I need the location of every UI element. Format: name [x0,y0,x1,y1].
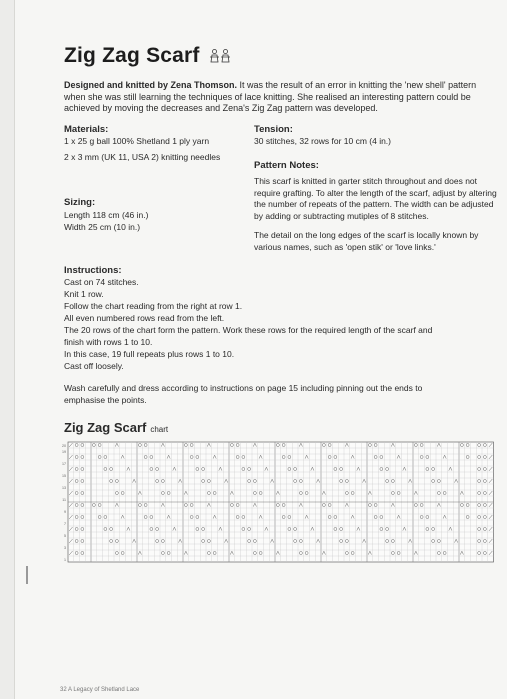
document-page [16,0,507,699]
instruction-line-8: Cast off loosely. [64,361,124,371]
chart-row-number: 11 [62,497,66,502]
pattern-notes-heading: Pattern Notes: [254,160,319,171]
intro-text: It was the result of an error in knitting the 'new shell' pattern when she was still learning the techniques of lace knitting. She realised an interesting pattern could be achieved by moving the decreases and Zena's Zig Zag pattern was developed. [64,80,477,113]
pattern-notes-p2: The detail on the long edges of the scarf is locally known by various names, such as 'open stik' or 'love links.' [254,230,479,252]
chart-row-number: 15 [62,473,66,478]
instruction-line-6: finish with rows 1 to 10. [64,337,153,347]
instruction-line-4: All even numbered rows read from the left. [64,313,225,323]
knitter-icons [210,49,230,63]
wash-line-2: emphasise the points. [64,395,147,405]
page-edge [0,0,15,699]
chart-row-number: 19 [62,449,66,454]
materials-line-2: 2 x 3 mm (UK 11, USA 2) knitting needles [64,152,221,162]
chart-title-row [64,420,168,435]
instruction-line-1: Cast on 74 stitches. [64,277,139,287]
chart-subtitle: chart [150,425,169,434]
instruction-line-2: Knit 1 row. [64,289,104,299]
designer-credit: Designed and knitted by Zena Thomson. [64,80,238,90]
sizing-heading: Sizing: [64,197,96,208]
wash-line-1: Wash carefully and dress according to instructions on page 15 including pinning out the ends to [64,383,423,393]
chart-row-number: 1 [64,557,66,562]
knitter-figure-icon [221,49,230,63]
chart-row-number: 17 [62,461,66,466]
chart-row-number: 13 [62,485,66,490]
tension-heading: Tension: [254,124,293,135]
chart-row-number: 20 [62,443,66,448]
knitting-chart-grid [56,438,496,564]
chart-row-number: 9 [64,509,66,514]
page-title: Zig Zag Scarf [64,44,200,67]
instruction-line-5: The 20 rows of the chart form the pattern. Work these rows for the required length of the scarf and [64,325,433,335]
title-row [64,44,230,68]
instructions-heading: Instructions: [64,265,122,276]
chart-row-number: 3 [64,545,66,550]
materials-heading: Materials: [64,124,109,135]
intro-paragraph [64,80,494,115]
chart-title: Zig Zag Scarf [64,420,147,435]
materials-line-1: 1 x 25 g ball 100% Shetland 1 ply yarn [64,136,210,146]
instruction-line-3: Follow the chart reading from the right at row 1. [64,301,243,311]
instruction-line-7: In this case, 19 full repeats plus rows 1 to 10. [64,349,235,359]
chart-row-number: 7 [64,521,66,526]
pattern-notes-p1: This scarf is knitted in garter stitch throughout and does not require grafting. To alter the length of the scarf, adjust by altering the number of repeats of the pattern. The width can be adjusted by adding or subtracting mutiples of 8 stitches. [254,176,497,221]
knitting-chart [56,438,496,569]
page-footer: 32 A Legacy of Shetland Lace [60,687,140,693]
sizing-line-2: Width 25 cm (10 in.) [64,222,141,232]
tension-text: 30 stitches, 32 rows for 10 cm (4 in.) [254,136,391,146]
chart-row-number: 5 [64,533,66,538]
knitter-figure-icon [210,49,219,63]
sizing-line-1: Length 118 cm (46 in.) [64,210,149,220]
